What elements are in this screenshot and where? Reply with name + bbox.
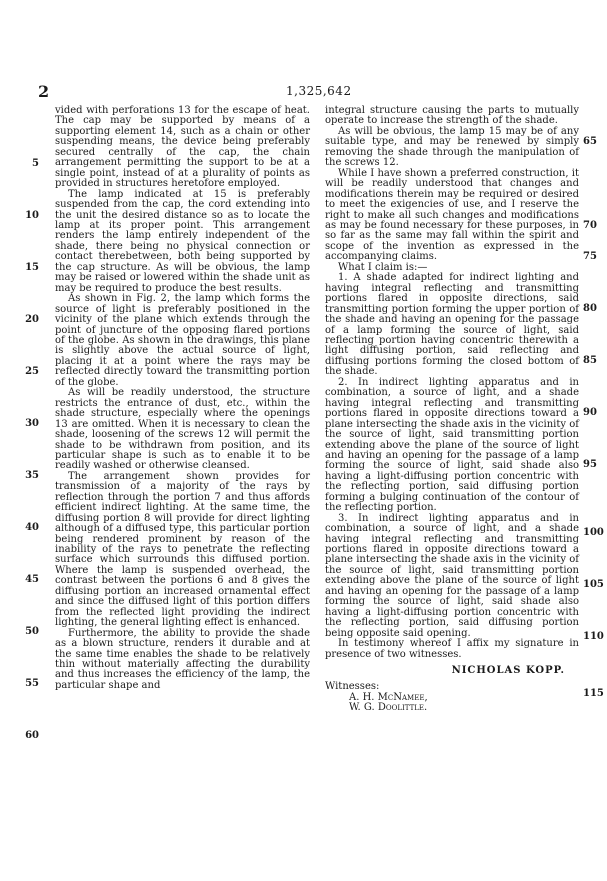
- left-paragraph-1: vided with perforations 13 for the escape of heat. The cap may be supported by means of a supporting element 14, such as a chain or other suspending means, the device being preferably secured centrally of the cap, the chain arrangement permitting the support to be at a single point, instead of at a plurality of points as provided in structures heretofore employed.: [55, 105, 310, 190]
- line-number: 45: [25, 574, 39, 585]
- line-number: 65: [583, 136, 597, 147]
- line-number: 15: [25, 262, 39, 273]
- line-number: 35: [25, 470, 39, 481]
- witnesses-label: Witnesses:: [325, 681, 380, 693]
- line-number: 55: [25, 678, 39, 689]
- claim-1: 1. A shade adapted for indirect lighting and having integral reflecting and transmitting portions flared in opposite directions, said transmitting portion forming the upper portion of the shade and having an opening for the passage of a lamp forming the source of light, said reflecting portion having concentric therewith a light diffusing portion, said reflecting and diffusing portions forming the closed bottom of the shade.: [325, 272, 579, 378]
- line-number: 80: [583, 303, 597, 314]
- line-number: 115: [583, 688, 604, 699]
- line-number: 20: [25, 314, 39, 325]
- claim-3: 3. In indirect lighting apparatus and in combination, a source of light, and a shade having integral reflecting and transmitting portions flared in opposite directions toward a plane intersecting the shade axis in the vicinity of the source of light, said transmitting portion extending above the plane of the source of light and having an opening for the passage of a lamp forming the source of light, said shade also having a light-diffusing portion concentric with the reflecting portion, said diffusing portion being opposite said opening.: [325, 512, 579, 639]
- line-number: 95: [583, 459, 597, 470]
- patent-number: 1,325,642: [286, 84, 352, 98]
- line-number: 105: [583, 579, 604, 590]
- page-number: 2: [38, 82, 50, 101]
- claim-2: 2. In indirect lighting apparatus and in combination, a source of light, and a shade having integral reflecting and transmitting portions flared in opposite directions toward a plane intersecting the shade axis in the vicinity of the source of light, said transmitting portion extending above the plane of the source of light and having an opening for the passage of a lamp forming the source of light, said shade also having a light-diffusing portion concentric with the reflecting portion, said diffusing portion forming a bulging continuation of the contour of the reflecting portion.: [325, 376, 579, 514]
- witness-2: W. G. Doolittle.: [349, 702, 428, 714]
- line-number: 85: [583, 355, 597, 366]
- right-paragraph-1: integral structure causing the parts to mutually operate to increase the strength of the shade.: [325, 105, 579, 127]
- line-number: 75: [583, 251, 597, 262]
- line-number: 70: [583, 220, 597, 231]
- right-paragraph-3: While I have shown a preferred construction, it will be readily understood that changes and modifications therein may be required or desired to meet the exigencies of use, and I reserve the right to make all such changes and modifications as may be found necessary for these purposes, in so far as the same may fall within the spirit and scope of the invention as expressed in the accompanying claims.: [325, 167, 579, 263]
- left-paragraph-3: As shown in Fig. 2, the lamp which forms the source of light is preferably positioned in the vicinity of the plane which extends through the point of juncture of the opposing flared portions of the globe. As shown in the drawings, this plane is slightly above the actual source of light, placing it at a point where the rays may be reflected directly toward the transmitting portion of the globe.: [55, 293, 310, 388]
- inventor-signature: NICHOLAS KOPP.: [451, 665, 565, 677]
- line-number: 25: [25, 366, 39, 377]
- claims-intro: What I claim is:—: [338, 261, 428, 273]
- left-paragraph-4: As will be readily understood, the structure restricts the entrance of dust, etc., within the shade structure, especially where the openings 13 are omitted. When it is necessary to clean the shade, loosening of the screws 12 will permit the shade to be withdrawn from position, and its particular shape is such as to enable it to be readily washed or otherwise cleansed.: [55, 387, 310, 472]
- right-paragraph-2: As will be obvious, the lamp 15 may be of any suitable type, and may be renewed by simply removing the shade through the manipulation of the screws 12.: [325, 125, 579, 169]
- line-number: 60: [25, 730, 39, 741]
- witness-1: A. H. McNamee,: [349, 691, 428, 703]
- left-paragraph-2: The lamp indicated at 15 is preferably suspended from the cap, the cord extending into the unit the desired distance so as to locate the lamp at its proper point. This arrangement renders the lamp entirely independent of the shade, there being no physical connection or contact therebetween, both being supported by the cap structure. As will be obvious, the lamp may be raised or lowered within the shade unit as may be required to produce the best results.: [55, 188, 310, 294]
- left-paragraph-6: Furthermore, the ability to provide the shade as a blown structure, renders it durable and at the same time enables the shade to be relatively thin without materially affecting the durability and thus increases the efficiency of the lamp, the particular shape and: [55, 627, 310, 691]
- right-column: [325, 105, 604, 714]
- left-paragraph-5: The arrangement shown provides for transmission of a majority of the rays by reflection through the portion 7 and thus affords efficient indirect lighting. At the same time, the diffusing portion 8 will provide for direct lighting although of a diffused type, this particular portion being rendered prominent by reason of the inability of the rays to penetrate the reflecting surface which surrounds this diffused portion. Where the lamp is suspended overhead, the contrast between the portions 6 and 8 gives the diffusing portion an increased ornamental effect and since the diffused light of this portion differs from the reflected light providing the indirect lighting, the general lighting effect is enhanced.: [55, 470, 310, 629]
- left-column: [25, 105, 310, 741]
- line-number: 5: [32, 158, 39, 169]
- line-number: 10: [25, 210, 39, 221]
- line-number: 100: [583, 527, 604, 538]
- line-number: 110: [583, 631, 604, 642]
- line-number: 30: [25, 418, 39, 429]
- testimony: In testimony whereof I affix my signature in presence of two witnesses.: [325, 638, 579, 660]
- line-number: 50: [25, 626, 39, 637]
- line-number: 40: [25, 522, 39, 533]
- line-number: 90: [583, 407, 597, 418]
